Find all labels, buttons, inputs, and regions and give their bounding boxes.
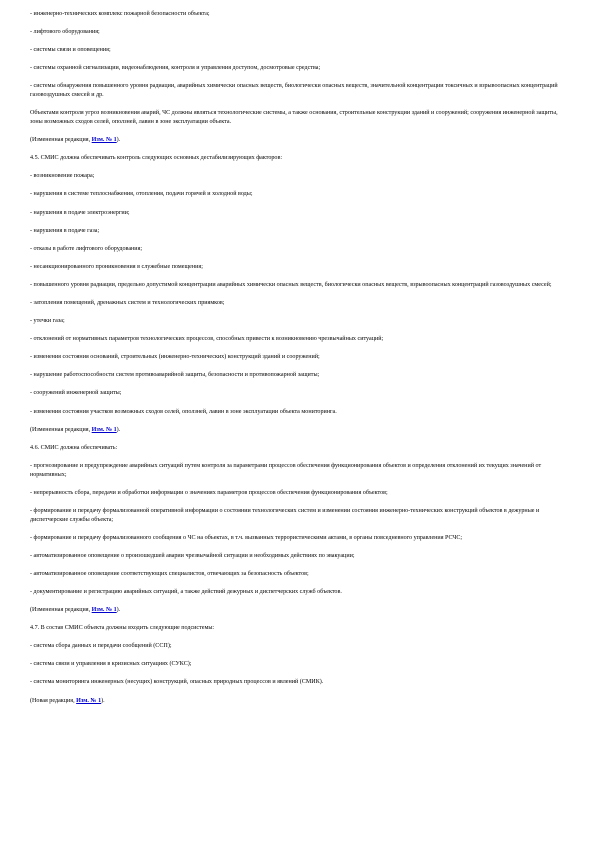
amendment-link[interactable]: Изм. № 1 bbox=[76, 697, 102, 704]
paragraph-text: (Измененная редакция, bbox=[30, 607, 92, 614]
paragraph-text: - отклонений от нормативных параметров технологических процессов, способных привести к возникновению чрезвычайных ситуаций; bbox=[30, 336, 384, 343]
paragraph-text: - нарушения в подаче электроэнергии; bbox=[30, 209, 130, 216]
paragraph-text: (Измененная редакция, bbox=[30, 426, 92, 433]
paragraph bbox=[30, 408, 565, 417]
paragraph-text-after: ). bbox=[116, 607, 121, 614]
paragraph-text: - лифтового оборудования; bbox=[30, 29, 100, 36]
paragraph-text-after: ). bbox=[116, 137, 121, 144]
paragraph-text: 4.5. СМИС должна обеспечивать контроль следующих основных дестабилизирующих факторов: bbox=[30, 155, 283, 162]
paragraph-text: - прогнозирование и предупреждение аварийных ситуаций путем контроля за параметрами процессов обеспечения функционирования объектов и определения отклонений их текущих значений от нормативных; bbox=[30, 462, 542, 478]
paragraph bbox=[30, 28, 565, 37]
paragraph-text: - системы обнаружения повышенного уровня радиации, аварийных химически опасных веществ, биологически опасных веществ, значительной концентрации токсичных и взрывоопасных концентраций газовоздушных смесей и др. bbox=[30, 83, 558, 99]
paragraph-text-after: ). bbox=[101, 697, 105, 704]
paragraph bbox=[30, 82, 565, 100]
paragraph bbox=[30, 109, 565, 127]
paragraph-text: - системы охранной сигнализации, видеонаблюдения, контроля и управления доступом, досмотровые средства; bbox=[30, 65, 321, 72]
paragraph bbox=[30, 299, 565, 308]
paragraph-text: - утечки газа; bbox=[30, 318, 65, 325]
paragraph bbox=[30, 281, 565, 290]
paragraph bbox=[30, 552, 565, 561]
paragraph-text: - система связи и управления в кризисных ситуациях (СУКС); bbox=[30, 661, 192, 668]
paragraph bbox=[30, 588, 565, 597]
paragraph-text: 4.7. В состав СМИС объекта должны входить следующие подсистемы: bbox=[30, 625, 215, 632]
paragraph-text: - автоматизированное оповещение соответствующих специалистов, отвечающих за безопасность объектов; bbox=[30, 570, 309, 577]
paragraph bbox=[30, 46, 565, 55]
paragraph-text: - отказы в работе лифтового оборудования; bbox=[30, 245, 143, 252]
paragraph-text: - документирование и регистрацию аварийных ситуаций, а также действий дежурных и диспетчерских служб объектов. bbox=[30, 589, 342, 595]
paragraph bbox=[30, 371, 565, 380]
revision-note bbox=[30, 697, 565, 706]
paragraph bbox=[30, 507, 565, 525]
paragraph bbox=[30, 660, 565, 669]
paragraph-text: - система мониторинга инженерных (несущих) конструкций, опасных природных процессов и явлений (СМИК). bbox=[30, 679, 324, 686]
revision-note bbox=[30, 426, 565, 435]
paragraph bbox=[30, 209, 565, 218]
paragraph bbox=[30, 389, 565, 398]
paragraph bbox=[30, 444, 565, 453]
amendment-link[interactable]: Изм. № 1 bbox=[91, 426, 117, 433]
paragraph-text: - изменения состояния участков возможных сходов селей, оползней, лавин в зоне эксплуатации объекта мониторинга. bbox=[30, 408, 337, 415]
paragraph-text: - система сбора данных и передачи сообщений (ССП); bbox=[30, 643, 172, 650]
paragraph bbox=[30, 10, 565, 19]
paragraph-text: - затопления помещений, дренажных систем и технологических приямков; bbox=[30, 300, 225, 306]
amendment-link[interactable]: Изм. № 1 bbox=[91, 607, 117, 614]
revision-note bbox=[30, 136, 565, 145]
paragraph bbox=[30, 154, 565, 163]
paragraph-text: - инженерно-технических комплекс пожарной безопасности объекта; bbox=[30, 11, 210, 17]
paragraph bbox=[30, 190, 565, 199]
paragraph bbox=[30, 263, 565, 272]
paragraph bbox=[30, 642, 565, 651]
amendment-link[interactable]: Изм. № 1 bbox=[91, 137, 117, 144]
paragraph-text: - повышенного уровня радиации, предельно допустимой концентрации аварийных химически опасных веществ, биологически опасных веществ, взрывоопасных концентраций газовоздушных смесей; bbox=[30, 281, 552, 288]
paragraph-text: - формирование и передачу формализованной оперативной информации о состоянии технологических систем и изменении состояния инженерно-технических конструкций объектов в дежурные и диспетчерские службы объекта; bbox=[30, 507, 540, 523]
paragraph-text: - изменения состояния оснований, строительных (инженерно-технических) конструкций зданий и сооружений; bbox=[30, 354, 320, 361]
paragraph-text: - непрерывность сбора, передачи и обработки информации о значениях параметров процессов обеспечения функционирования объектов; bbox=[30, 489, 388, 496]
paragraph bbox=[30, 462, 565, 480]
paragraph bbox=[30, 489, 565, 498]
paragraph bbox=[30, 570, 565, 579]
paragraph-text: - нарушения в системе теплоснабжения, отопления, подачи горячей и холодной воды; bbox=[30, 191, 253, 198]
paragraph bbox=[30, 172, 565, 181]
document-body bbox=[30, 10, 565, 715]
paragraph-text: - формирование и передачу формализованного сообщения о ЧС на объектах, в т.ч. вызванных террористическими актами, в органы повседневного управления РСЧС; bbox=[30, 534, 463, 541]
paragraph bbox=[30, 317, 565, 326]
paragraph-text: (Измененная редакция, bbox=[30, 137, 92, 144]
revision-note bbox=[30, 606, 565, 615]
paragraph-text: - нарушения в подаче газа; bbox=[30, 227, 100, 234]
paragraph-text: - автоматизированное оповещение о произошедшей аварии чрезвычайной ситуации и необходимых действиях по эвакуации; bbox=[30, 552, 355, 559]
paragraph-text: Объектами контроля угроз возникновения аварий, ЧС должны являться технологические системы, а также основания, строительные конструкции зданий и сооружений; сооружения инженерной защиты, зоны возможных сходов селей, оползней, лавин в зоне эксплуатации объекта. bbox=[30, 110, 558, 126]
paragraph-text: - сооружений инженерной защиты; bbox=[30, 390, 122, 397]
paragraph bbox=[30, 227, 565, 236]
paragraph-text: - нарушение работоспособности систем противоаварийной защиты, безопасности и противопожарной защиты; bbox=[30, 372, 320, 379]
paragraph bbox=[30, 335, 565, 344]
paragraph bbox=[30, 624, 565, 633]
paragraph bbox=[30, 353, 565, 362]
paragraph bbox=[30, 245, 565, 254]
paragraph-text: - несанкционированного проникновения в служебные помещения; bbox=[30, 263, 203, 270]
paragraph-text: - системы связи и оповещения; bbox=[30, 47, 111, 54]
paragraph bbox=[30, 64, 565, 73]
paragraph-text: - возникновение пожара; bbox=[30, 173, 95, 180]
paragraph-text: (Новая редакция, bbox=[30, 697, 77, 704]
paragraph-text-after: ). bbox=[116, 426, 121, 433]
paragraph bbox=[30, 678, 565, 687]
paragraph-text: 4.6. СМИС должна обеспечивать: bbox=[30, 444, 118, 451]
paragraph bbox=[30, 534, 565, 543]
